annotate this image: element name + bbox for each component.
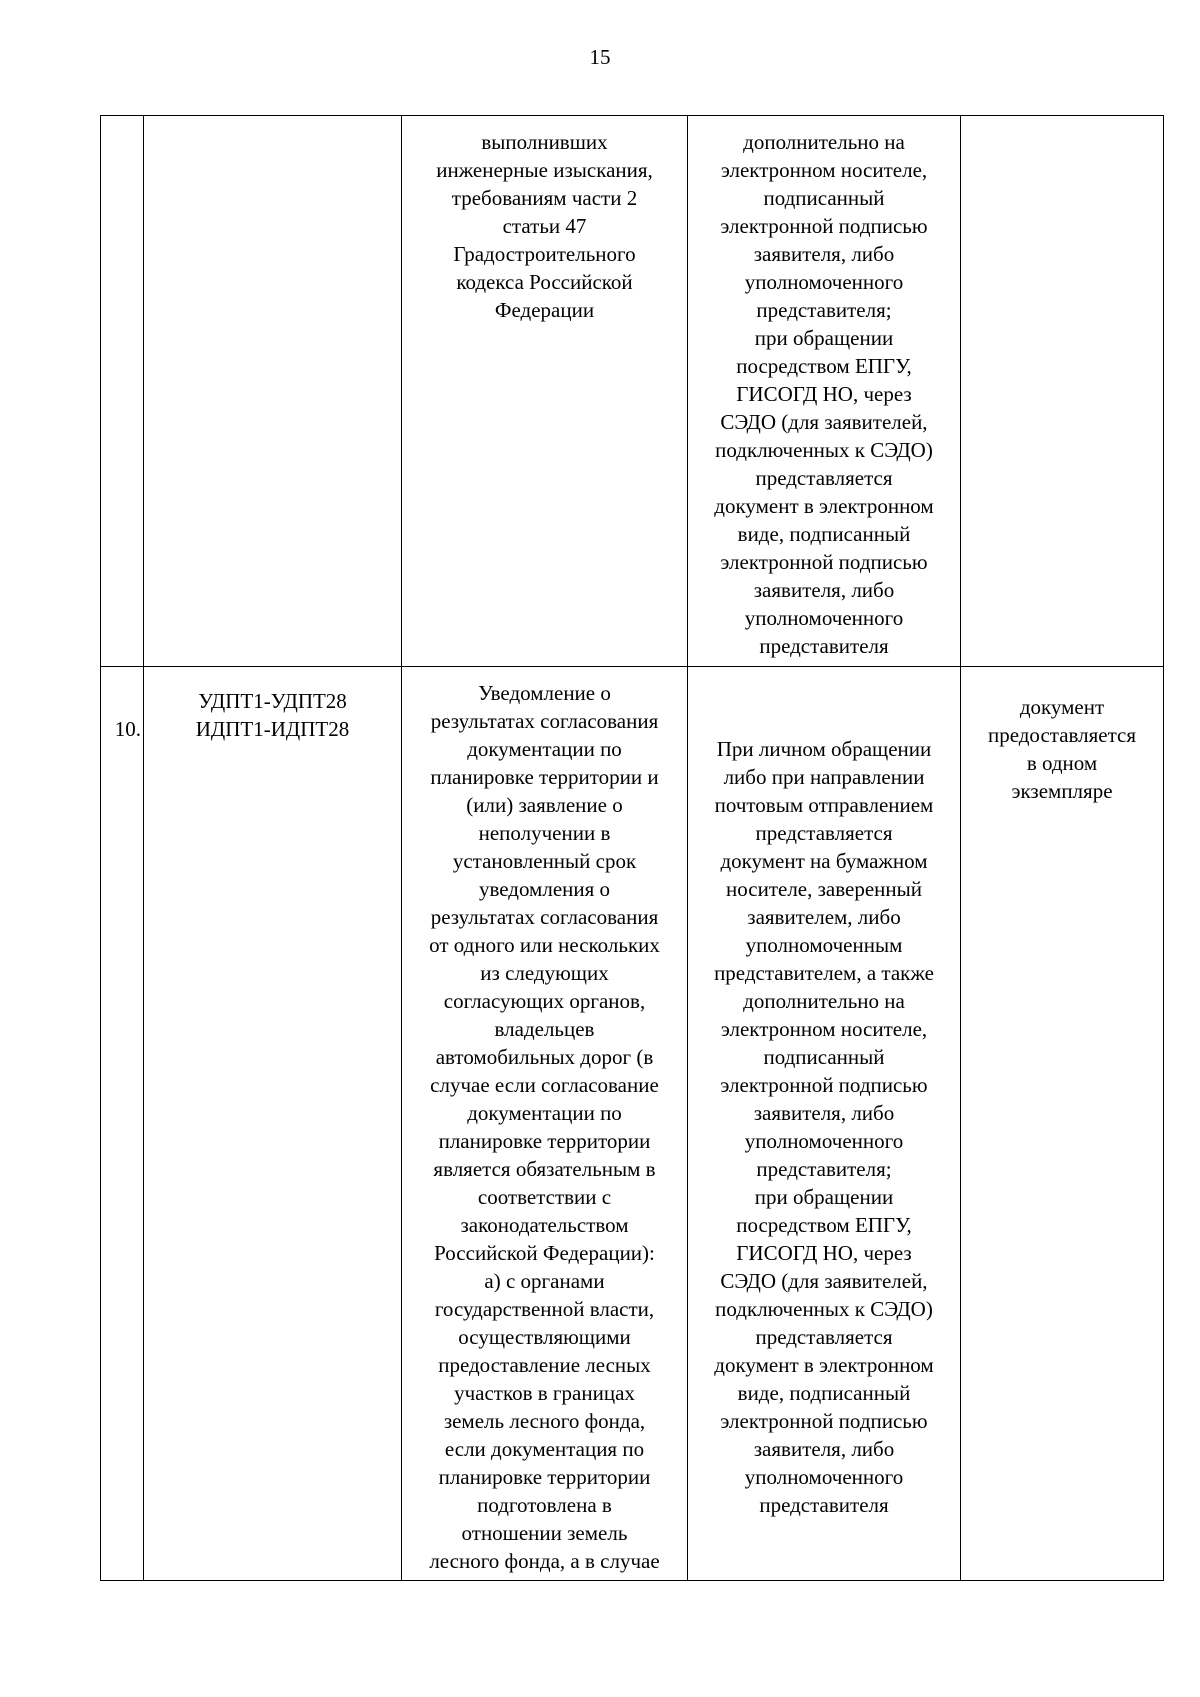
document-description: выполнивших инженерные изыскания, требованиям части 2 статьи 47 Градостроительного кодекса Российской Федерации (436, 130, 653, 322)
document-code-cell (144, 667, 402, 1581)
submission-requirements: дополнительно на электронном носителе, подписанный электронной подписью заявителя, либо уполномоченного представителя; при обращении посредством ЕПГУ, ГИСОГД НО, через СЭДО (для заявителей, подключенных к СЭДО) представляется документ в электронном виде, подписанный электронной подписью заявителя, либо уполномоченного представителя (714, 130, 934, 658)
submission-requirements-cell (688, 116, 961, 667)
row-number-cell (101, 116, 144, 667)
document-description-cell (402, 667, 688, 1581)
row-number: 10. (114, 717, 141, 741)
requirements-table (100, 115, 1164, 1581)
document-description-cell (402, 116, 688, 667)
document-code-cell (144, 116, 402, 667)
copies-note: документ предоставляется в одном экземпляре (987, 695, 1137, 803)
copies-cell (961, 116, 1164, 667)
table-row (101, 667, 1164, 1581)
submission-requirements-cell (688, 667, 961, 1581)
row-number-cell (101, 667, 144, 1581)
submission-requirements: При личном обращении либо при направлении почтовым отправлением представляется документ на бумажном носителе, заверенный заявителем, либо уполномоченным представителем, а также дополнительно на электронном носителе, подписанный электронной подписью заявителя, либо уполномоченного представителя; при обращении посредством ЕПГУ, ГИСОГД НО, через СЭДО (для заявителей, подключенных к СЭДО) представляется документ в электронном виде, подписанный электронной подписью заявителя, либо уполномоченного представителя (714, 737, 934, 1517)
table-row (101, 116, 1164, 667)
page-number: 15 (589, 45, 611, 69)
copies-cell (961, 667, 1164, 1581)
document-description: Уведомление о результатах согласования документации по планировке территории и (или) заявление о неполучении в установленный срок уведомления о результатах согласования от одного или нескольких из следующих согласующих органов, владельцев автомобильных дорог (в случае если согласование документации по планировке территории является обязательным в соответствии с законодательством Российской Федерации): а) с органами государственной власти, осуществляющими предоставление лесных участков в границах земель лесного фонда, если документация по планировке территории подготовлена в отношении земель лесного фонда, а в случае (429, 681, 660, 1573)
document-code: УДПТ1-УДПТ28 ИДПТ1-ИДПТ28 (195, 689, 350, 741)
